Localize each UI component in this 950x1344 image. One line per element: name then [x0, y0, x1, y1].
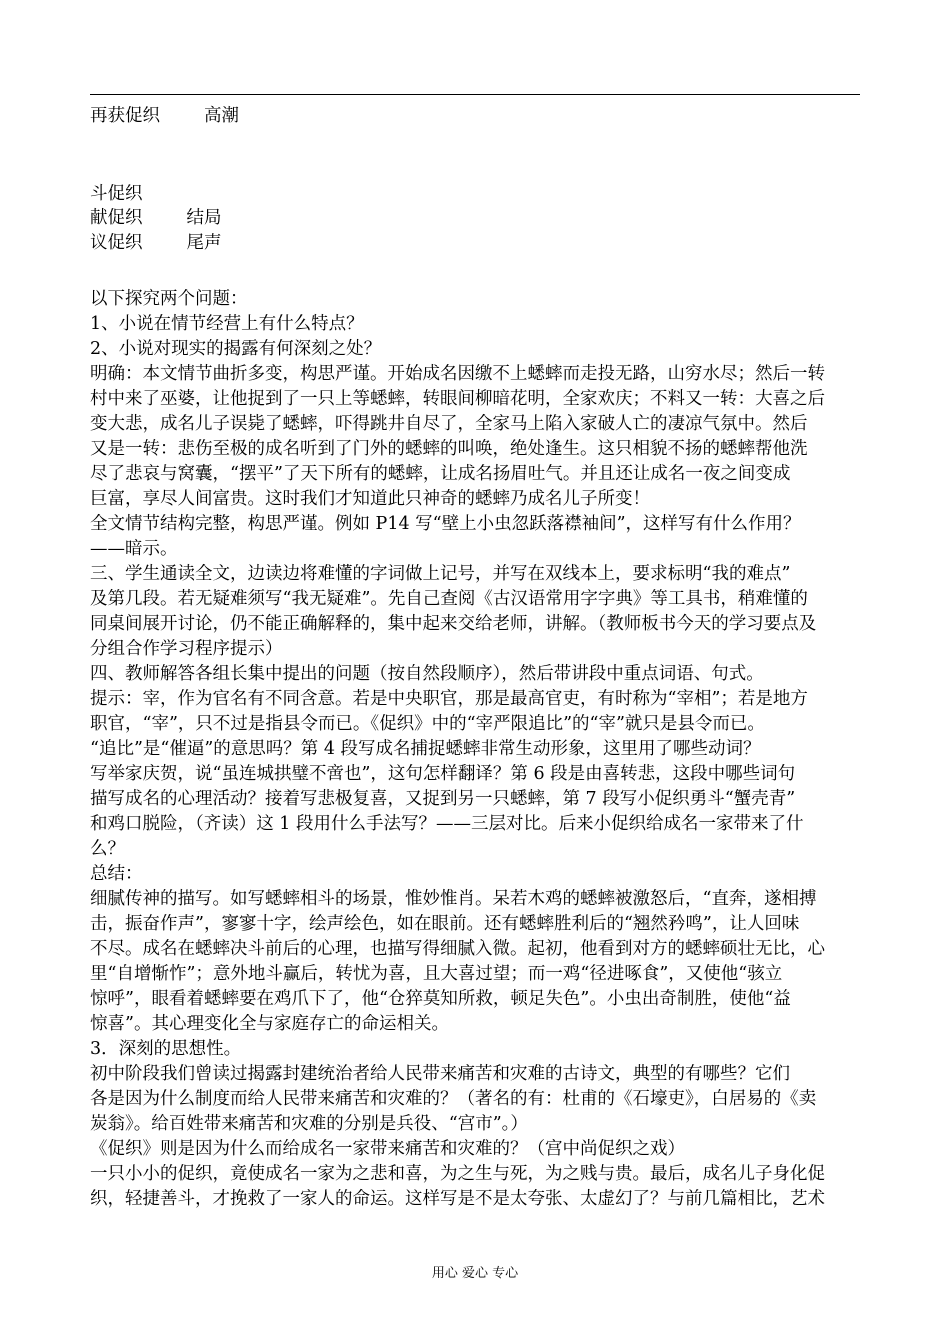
text-line: 三、学生通读全文，边读边将难懂的字词做上记号，并写在双线本上，要求标明“我的难点”	[90, 564, 791, 584]
text-line: 惊喜”。其心理变化全与家庭存亡的命运相关。	[90, 1014, 449, 1034]
outline-label: 再获促织	[90, 106, 160, 126]
text-line: 织，轻捷善斗，才挽救了一家人的命运。这样写是不是太夸张、太虚幻了？与前几篇相比，艺术	[90, 1189, 825, 1209]
text-line: 惊呼”，眼看着蟋蟀要在鸡爪下了，他“仓猝莫知所救，顿足失色”。小虫出奇制胜，使他“益	[90, 989, 791, 1009]
text-line: ——暗示。	[90, 539, 178, 559]
text-line: 职官，“宰”，只不过是指县令而已。《促织》中的“宰严限追比”的“宰”就只是县令而已。	[90, 714, 765, 734]
text-line: 总结：	[90, 864, 143, 884]
text-line: 里“自增惭怍”；意外地斗赢后，转忧为喜，且大喜过望；而一鸡“径进啄食”，又使他“骇立	[90, 964, 783, 984]
outline-label: 斗促织	[90, 184, 143, 204]
text-line: 初中阶段我们曾读过揭露封建统治者给人民带来痛苦和灾难的古诗文，典型的有哪些？它们	[90, 1064, 790, 1084]
outline-stage: 高潮	[204, 106, 239, 126]
text-line: 2、小说对现实的揭露有何深刻之处？	[90, 339, 382, 359]
text-line: 3．深刻的思想性。	[90, 1039, 242, 1059]
text-line: 同桌间展开讨论，仍不能正确解释的，集中起来交给老师，讲解。（教师板书今天的学习要点及	[90, 614, 817, 634]
outline-label: 献促织	[90, 208, 143, 228]
text-line: 炭翁》。给百姓带来痛苦和灾难的分别是兵役、“宫市”。）	[90, 1114, 528, 1134]
text-line: 一只小小的促织，竟使成名一家为之悲和喜，为之生与死，为之贱与贵。最后，成名儿子身化促	[90, 1164, 825, 1184]
header-rule	[90, 94, 860, 95]
text-line: 描写成名的心理活动？接着写悲极复喜，又捉到另一只蟋蟀，第 7 段写小促织勇斗“蟹壳青”	[90, 789, 796, 809]
text-line: 不尽。成名在蟋蟀决斗前后的心理，也描写得细腻入微。起初，他看到对方的蟋蟀硕壮无比，心	[90, 939, 825, 959]
outline-row	[90, 182, 862, 206]
text-line: 细腻传神的描写。如写蟋蟀相斗的场景，惟妙惟肖。呆若木鸡的蟋蟀被激怒后，“直奔，遂相搏	[90, 889, 817, 909]
text-line: 分组合作学习程序提示）	[90, 639, 283, 659]
text-line: 写举家庆贺，说“虽连城拱璧不啻也”，这句怎样翻译？第 6 段是由喜转悲，这段中哪些词句	[90, 764, 796, 784]
text-line: 1、小说在情节经营上有什么特点？	[90, 314, 364, 334]
text-line: “追比”是“催逼”的意思吗？第 4 段写成名捕捉蟋蟀非常生动形象，这里用了哪些动词？	[90, 739, 761, 759]
text-line: 四、教师解答各组长集中提出的问题（按自然段顺序），然后带讲段中重点词语、句式。	[90, 664, 764, 684]
outline-label: 议促织	[90, 233, 143, 253]
outline-row	[90, 231, 862, 255]
text-line: 变大悲，成名儿子误毙了蟋蟀，吓得跳井自尽了，全家马上陷入家破人亡的凄凉气氛中。然后	[90, 414, 808, 434]
outline-stage: 结局	[186, 208, 222, 228]
text-line: 又是一转：悲伤至极的成名听到了门外的蟋蟀的叫唤，绝处逢生。这只相貌不扬的蟋蟀帮他洗	[90, 439, 808, 459]
text-line: 各是因为什么制度而给人民带来痛苦和灾难的？（著名的有：杜甫的《石壕吏》，白居易的《卖	[90, 1089, 817, 1109]
text-line: 及第几段。若无疑难须写“我无疑难”。先自己查阅《古汉语常用字字典》等工具书，稍难懂的	[90, 589, 808, 609]
outline-stage: 尾声	[186, 233, 222, 253]
outline-row	[90, 104, 862, 128]
text-line: 全文情节结构完整，构思严谨。例如 P14 写“壁上小虫忽跃落襟袖间”，这样写有什么作用？	[90, 514, 801, 534]
text-line: 击，振奋作声”，寥寥十字，绘声绘色，如在眼前。还有蟋蟀胜利后的“翘然矜鸣”，让人回味	[90, 914, 800, 934]
text-line: 巨富，享尽人间富贵。这时我们才知道此只神奇的蟋蟀乃成名儿子所变！	[90, 489, 650, 509]
text-line: 明确：本文情节曲折多变，构思严谨。开始成名因缴不上蟋蟀而走投无路，山穷水尽；然后一转	[90, 364, 825, 384]
text-line: 以下探究两个问题：	[90, 289, 248, 309]
text-line: 么？	[90, 839, 125, 859]
page-footer: 用心 爱心 专心	[431, 1266, 519, 1281]
text-line: 提示：宰，作为官名有不同含意。若是中央职官，那是最高官吏，有时称为“宰相”；若是地方	[90, 689, 808, 709]
text-line: 村中来了巫婆，让他捉到了一只上等蟋蟀，转眼间柳暗花明，全家欢庆；不料又一转：大喜之后	[90, 389, 825, 409]
text-line: 尽了悲哀与窝囊，“摆平”了天下所有的蟋蟀，让成名扬眉吐气。并且还让成名一夜之间变成	[90, 464, 791, 484]
text-line: 和鸡口脱险，（齐读）这 1 段用什么手法写？——三层对比。后来小促织给成名一家带来了什	[90, 814, 804, 834]
outline-row	[90, 206, 862, 230]
text-line: 《促织》则是因为什么而给成名一家带来痛苦和灾难的？（宫中尚促织之戏）	[90, 1139, 685, 1159]
